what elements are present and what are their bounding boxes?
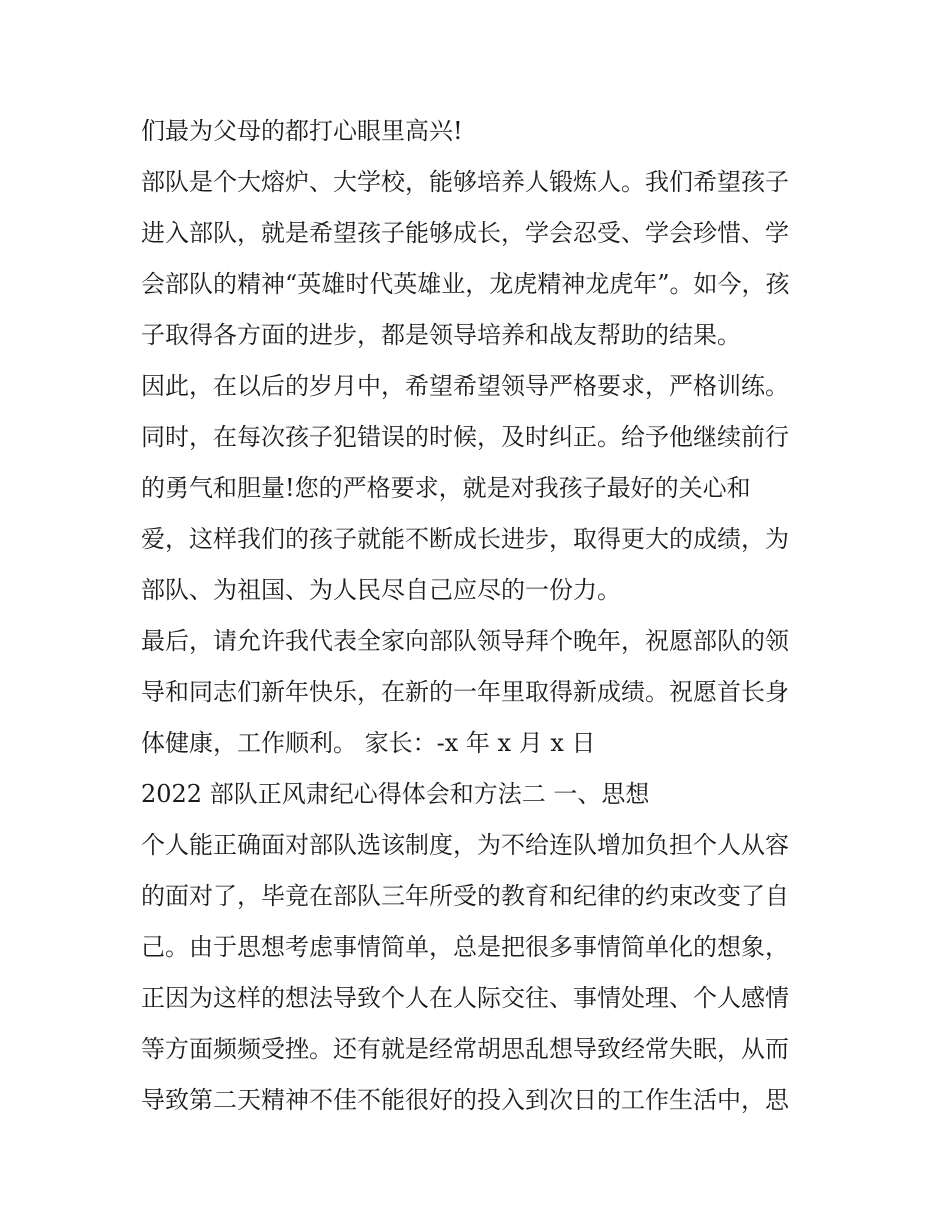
text-line: 子取得各方面的进步，都是领导培养和战友帮助的结果。 — [141, 321, 741, 349]
text-line: 正因为这样的想法导致个人在人际交往、事情处理、个人感情 — [141, 984, 789, 1012]
text-line: 导和同志们新年快乐，在新的一年里取得新成绩。祝愿首长身 — [141, 678, 789, 706]
text-line: 们最为父母的都打心眼里高兴! — [141, 117, 463, 145]
text-line: 部队、为祖国、为人民尽自己应尽的一份力。 — [141, 576, 621, 604]
text-line: 的面对了，毕竟在部队三年所受的教育和纪律的约束改变了自 — [141, 882, 789, 910]
text-line: 进入部队，就是希望孩子能够成长，学会忍受、学会珍惜、学 — [141, 219, 789, 247]
text-line: 爱，这样我们的孩子就能不断成长进步，取得更大的成绩，为 — [141, 525, 789, 553]
text-line: 的勇气和胆量!您的严格要求，就是对我孩子最好的关心和 — [141, 474, 751, 502]
text-line: 最后，请允许我代表全家向部队领导拜个晚年，祝愿部队的领 — [141, 627, 789, 655]
text-line: 因此，在以后的岁月中，希望希望领导严格要求，严格训练。 — [141, 372, 789, 400]
text-line: 导致第二天精神不佳不能很好的投入到次日的工作生活中，思 — [141, 1086, 789, 1114]
text-line: 等方面频频受挫。还有就是经常胡思乱想导致经常失眠，从而 — [141, 1035, 789, 1063]
document-body — [141, 106, 821, 1126]
text-line: 体健康，工作顺利。 家长：-x 年 x 月 x 日 — [141, 729, 596, 757]
text-line: 己。由于思想考虑事情简单，总是把很多事情简单化的想象， — [141, 933, 789, 961]
text-line: 同时，在每次孩子犯错误的时候，及时纠正。给予他继续前行 — [141, 423, 789, 451]
text-line: 个人能正确面对部队选该制度，为不给连队增加负担个人从容 — [141, 831, 789, 859]
section-heading-line: 2022 部队正风肃纪心得体会和方法二 一、思想 — [141, 780, 650, 808]
text-line: 会部队的精神“英雄时代英雄业，龙虎精神龙虎年”。如今，孩 — [141, 270, 790, 298]
text-line: 部队是个大熔炉、大学校，能够培养人锻炼人。我们希望孩子 — [141, 168, 789, 196]
